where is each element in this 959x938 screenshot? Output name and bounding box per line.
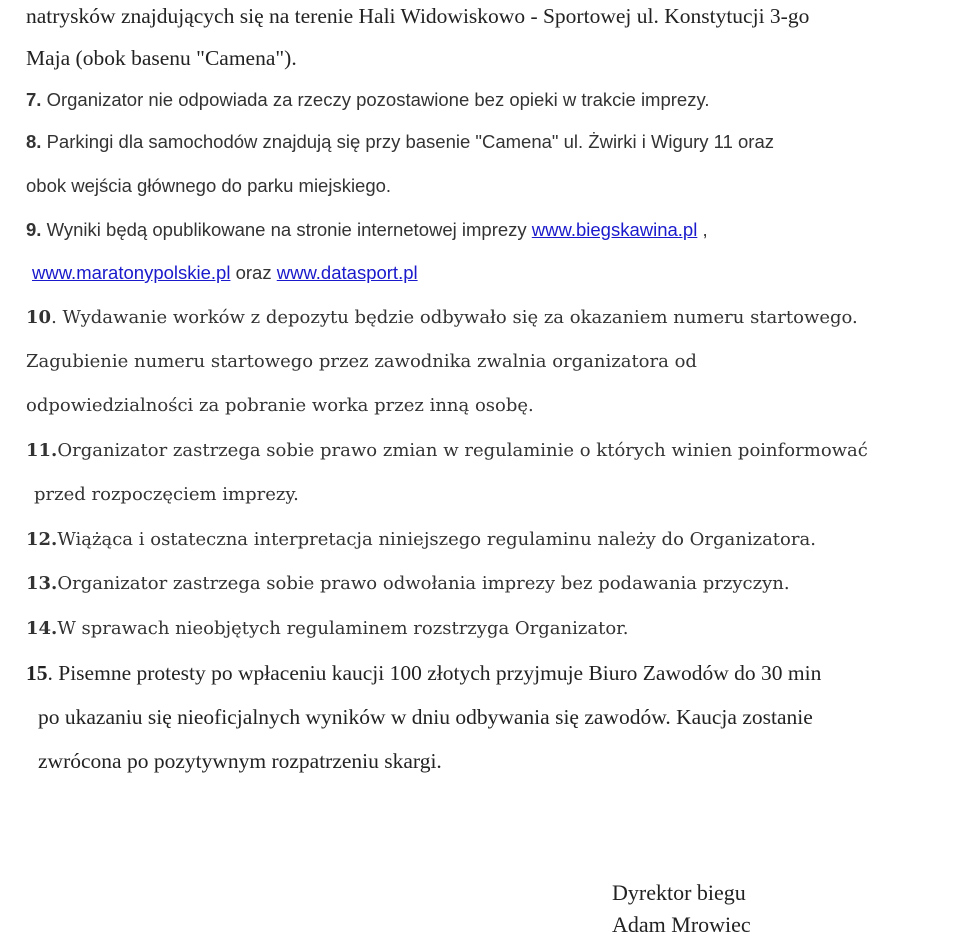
item-14-text: W sprawach nieobjętych regulaminem rozstrzyga Organizator. — [57, 618, 629, 639]
link-maratonypolskie[interactable]: www.maratonypolskie.pl — [32, 262, 231, 283]
item-8-line2: obok wejścia głównego do parku miejskiego. — [26, 175, 392, 196]
item6-line2: Maja (obok basenu "Camena"). — [26, 46, 297, 70]
item-15-number: 15 — [26, 661, 48, 685]
item6-line1: natrysków znajdujących się na terenie Hali Widowiskowo - Sportowej ul. Konstytucji 3-go — [26, 4, 810, 28]
link-datasport[interactable]: www.datasport.pl — [276, 262, 418, 283]
item-15-line2: po ukazaniu się nieoficjalnych wyników w dniu odbywania się zawodów. Kaucja zostanie — [38, 705, 813, 729]
item-7-text: Organizator nie odpowiada za rzeczy pozostawione bez opieki w trakcie imprezy. — [41, 89, 710, 110]
item-9-text: Wyniki będą opublikowane na stronie internetowej imprezy — [41, 219, 532, 240]
item-10-text: . Wydawanie worków z depozytu będzie odbywało się za okazaniem numeru startowego. — [51, 307, 858, 328]
item-12-number: 12. — [26, 529, 58, 550]
item-14-number: 14. — [26, 618, 58, 639]
item-9-mid: oraz — [230, 262, 277, 283]
link-biegskawina[interactable]: www.biegskawina.pl — [531, 219, 698, 240]
item-11-line1 — [26, 442, 868, 460]
item-8-text: Parkingi dla samochodów znajdują się przy basenie "Camena" ul. Żwirki i Wigury 11 oraz — [41, 131, 774, 152]
signature-role: Dyrektor biegu — [612, 880, 746, 905]
item-11-line2: przed rozpoczęciem imprezy. — [34, 484, 299, 505]
item-8-line1 — [26, 133, 774, 152]
item-13-text: Organizator zastrzega sobie prawo odwołania imprezy bez podawania przyczyn. — [57, 573, 790, 594]
item-15-line1 — [26, 663, 821, 685]
item-10-line3: odpowiedzialności za pobranie worka przez inną osobę. — [26, 395, 534, 416]
item-15-text: . Pisemne protesty po wpłaceniu kaucji 100 złotych przyjmuje Biuro Zawodów do 30 min — [47, 661, 822, 685]
item-11-text: Organizator zastrzega sobie prawo zmian w regulaminie o których winien poinformować — [57, 440, 868, 461]
item-10-line1 — [26, 309, 858, 327]
item-12-text: Wiążąca i ostateczna interpretacja niniejszego regulaminu należy do Organizatora. — [57, 529, 816, 550]
item-10-line2: Zagubienie numeru startowego przez zawodnika zwalnia organizatora od — [26, 351, 697, 372]
item-9-number: 9. — [26, 219, 42, 240]
item-9-separator: , — [697, 219, 708, 240]
item-9-line1 — [26, 221, 708, 240]
item-13-number: 13. — [26, 573, 58, 594]
item-11-number: 11. — [26, 440, 58, 461]
item-12 — [26, 531, 816, 549]
item-7 — [26, 91, 709, 110]
item-7-number: 7. — [26, 89, 42, 110]
signature-name: Adam Mrowiec — [612, 912, 751, 937]
item-10-number: 10 — [26, 307, 52, 328]
item-15-line3: zwrócona po pozytywnym rozpatrzeniu skargi. — [38, 749, 442, 773]
item-8-number: 8. — [26, 131, 42, 152]
item-14 — [26, 620, 629, 638]
item-13 — [26, 575, 790, 593]
item-9-line2 — [26, 264, 418, 283]
